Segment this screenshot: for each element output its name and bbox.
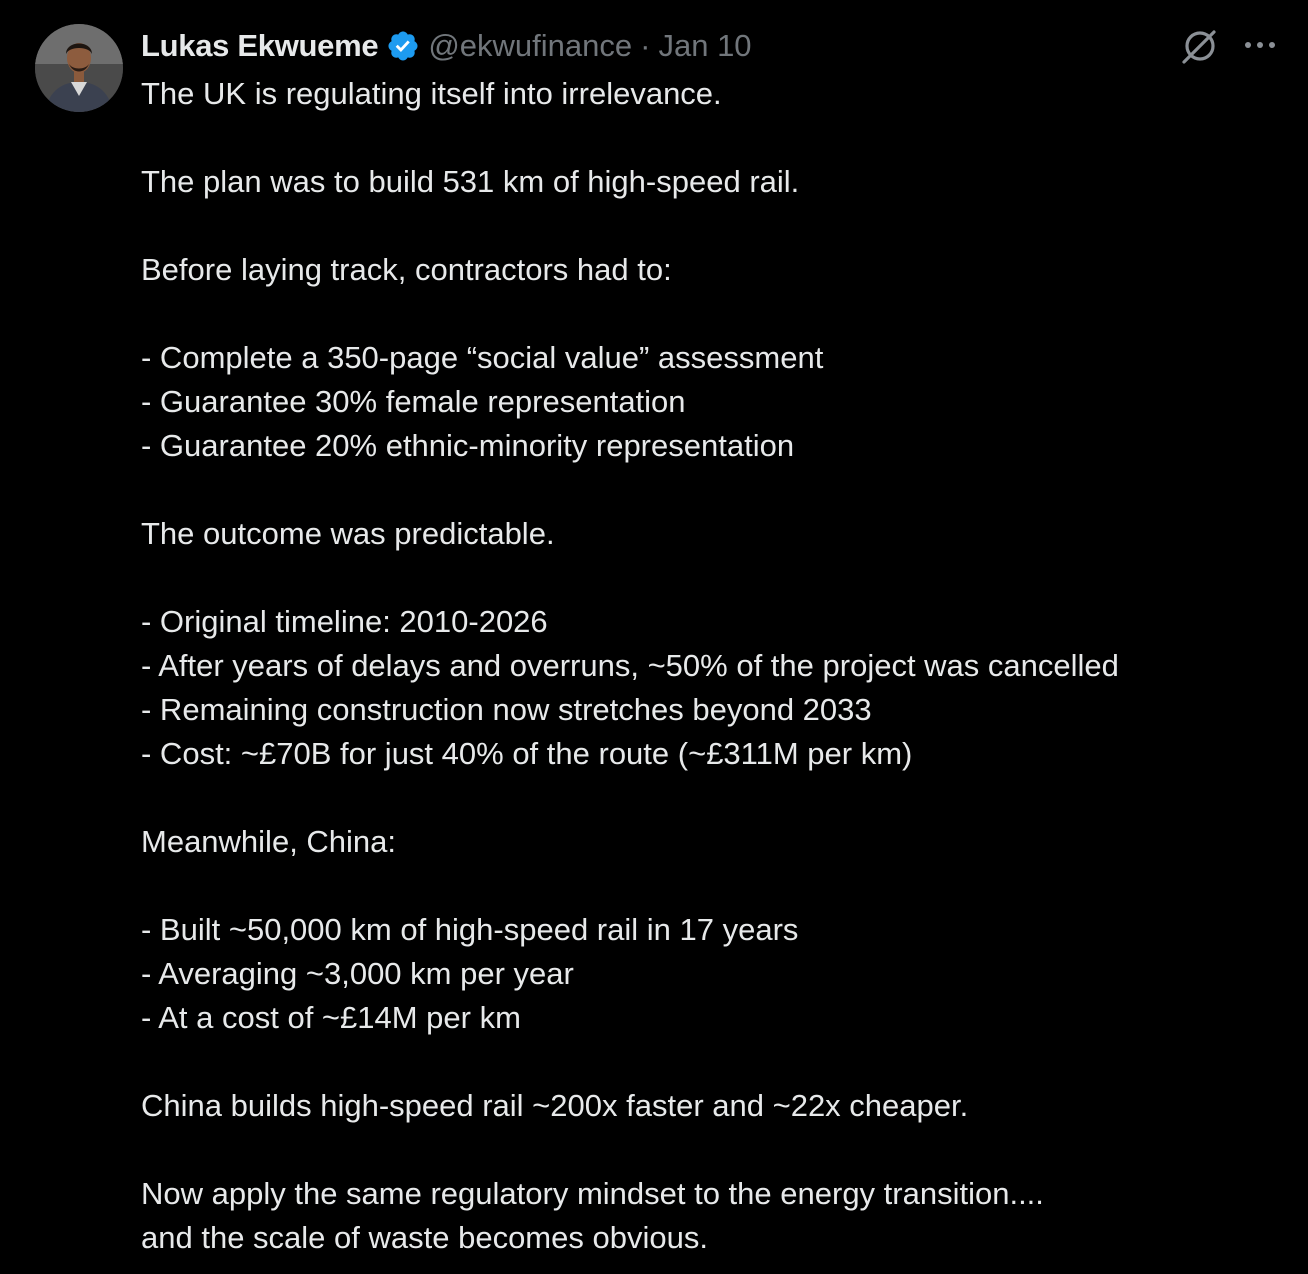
author-display-name[interactable]: Lukas Ekwueme bbox=[141, 28, 379, 63]
tweet-line: The plan was to build 531 km of high-speed rail. bbox=[141, 164, 800, 199]
grok-icon[interactable] bbox=[1180, 26, 1220, 66]
tweet-list-item: - After years of delays and overruns, ~50% of the project was cancelled bbox=[141, 648, 1119, 683]
avatar-photo bbox=[35, 24, 123, 112]
tweet-line: and the scale of waste becomes obvious. bbox=[141, 1220, 708, 1255]
author-handle[interactable]: @ekwufinance bbox=[428, 28, 633, 63]
tweet-text bbox=[141, 72, 1281, 1260]
tweet-date[interactable]: Jan 10 bbox=[658, 28, 752, 63]
verified-badge-icon[interactable] bbox=[386, 29, 420, 63]
header-separator: · bbox=[640, 28, 651, 63]
tweet-list-item: - Guarantee 30% female representation bbox=[141, 384, 686, 419]
tweet-list-item: - Complete a 350-page “social value” assessment bbox=[141, 340, 824, 375]
tweet-line: The outcome was predictable. bbox=[141, 516, 555, 551]
tweet-line: The UK is regulating itself into irrelevance. bbox=[141, 76, 722, 111]
tweet-list-item: - Original timeline: 2010-2026 bbox=[141, 604, 548, 639]
tweet-list-item: - At a cost of ~£14M per km bbox=[141, 1000, 521, 1035]
avatar[interactable] bbox=[35, 24, 123, 112]
tweet-list-item: - Cost: ~£70B for just 40% of the route (~£311M per km) bbox=[141, 736, 913, 771]
tweet-line: China builds high-speed rail ~200x faster and ~22x cheaper. bbox=[141, 1088, 969, 1123]
more-options-icon[interactable] bbox=[1240, 30, 1280, 60]
tweet-list-item: - Remaining construction now stretches beyond 2033 bbox=[141, 692, 872, 727]
tweet-list-item: - Built ~50,000 km of high-speed rail in 17 years bbox=[141, 912, 799, 947]
tweet-list-item: - Guarantee 20% ethnic-minority representation bbox=[141, 428, 795, 463]
tweet-header bbox=[141, 24, 752, 68]
tweet-line: Before laying track, contractors had to: bbox=[141, 252, 672, 287]
tweet-line: Now apply the same regulatory mindset to the energy transition.... bbox=[141, 1176, 1044, 1211]
tweet-line: Meanwhile, China: bbox=[141, 824, 397, 859]
tweet-list-item: - Averaging ~3,000 km per year bbox=[141, 956, 574, 991]
